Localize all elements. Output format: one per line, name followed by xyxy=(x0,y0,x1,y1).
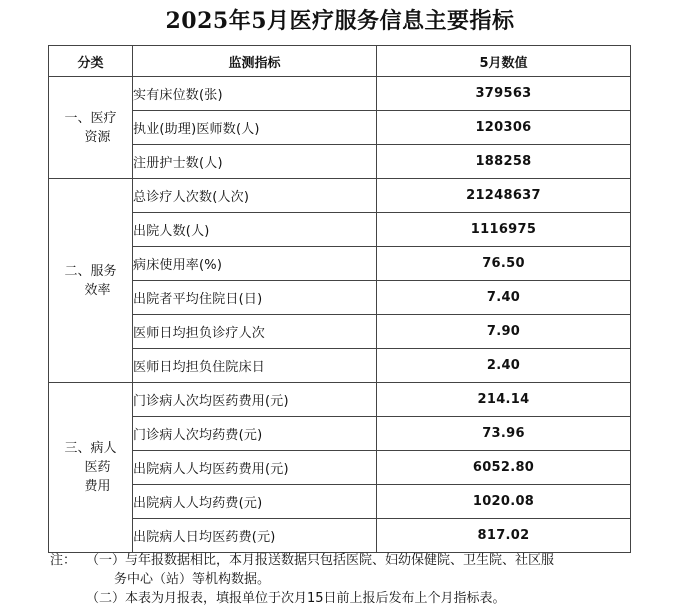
table-row xyxy=(49,281,631,315)
indicator-table xyxy=(48,45,631,553)
table-row xyxy=(49,315,631,349)
table-row xyxy=(49,213,631,247)
indicator-value: 7.90 xyxy=(377,315,631,349)
category-cell-service-efficiency xyxy=(49,179,133,383)
table-row xyxy=(49,417,631,451)
indicator-value: 1020.08 xyxy=(377,485,631,519)
category-label: 资源 xyxy=(84,129,111,145)
category-label: 效率 xyxy=(84,282,111,298)
footnote-1-line-1: 注： （一）与年报数据相比，本月报送数据只包括医院、妇幼保健院、卫生院、社区服 xyxy=(50,553,555,568)
footnote-label: 注： xyxy=(50,553,77,568)
indicator-name: 实有床位数(张) xyxy=(133,77,377,111)
footnotes xyxy=(50,551,630,608)
indicator-value: 76.50 xyxy=(377,247,631,281)
indicator-name: 出院者平均住院日(日) xyxy=(133,281,377,315)
indicator-value: 2.40 xyxy=(377,349,631,383)
table-row xyxy=(49,77,631,111)
indicator-value: 214.14 xyxy=(377,383,631,417)
footnote-1-line-2: 务中心（站）等机构数据。 xyxy=(114,572,271,587)
table-row xyxy=(49,383,631,417)
indicator-value: 1116975 xyxy=(377,213,631,247)
category-cell-patient-costs xyxy=(49,383,133,553)
indicator-name: 门诊病人次均医药费用(元) xyxy=(133,383,377,417)
indicator-value: 6052.80 xyxy=(377,451,631,485)
category-label: 三、病人 xyxy=(64,441,117,456)
indicator-name: 出院病人人均医药费用(元) xyxy=(133,451,377,485)
header-category: 分类 xyxy=(49,46,133,77)
indicator-name: 医师日均担负住院床日 xyxy=(133,349,377,383)
indicator-value: 73.96 xyxy=(377,417,631,451)
table-header-row xyxy=(49,46,631,77)
table-row xyxy=(49,247,631,281)
indicator-name: 医师日均担负诊疗人次 xyxy=(133,315,377,349)
category-label: 二、服务 xyxy=(64,263,117,279)
table-row xyxy=(49,145,631,179)
category-label: 费用 xyxy=(84,479,111,494)
indicator-name: 执业(助理)医师数(人) xyxy=(133,111,377,145)
indicator-value: 817.02 xyxy=(377,519,631,553)
category-label: 一、医疗 xyxy=(64,110,117,126)
table-row xyxy=(49,519,631,553)
header-indicator: 监测指标 xyxy=(133,46,377,77)
footnote-2: （二）本表为月报表，填报单位于次月15日前上报后发布上个月指标表。 xyxy=(86,591,506,606)
table-row xyxy=(49,485,631,519)
table-row xyxy=(49,451,631,485)
indicator-value: 188258 xyxy=(377,145,631,179)
indicator-value: 7.40 xyxy=(377,281,631,315)
indicator-value: 21248637 xyxy=(377,179,631,213)
indicator-name: 出院病人日均医药费(元) xyxy=(133,519,377,553)
indicator-name: 出院病人人均药费(元) xyxy=(133,485,377,519)
indicator-name: 出院人数(人) xyxy=(133,213,377,247)
indicator-name: 总诊疗人次数(人次) xyxy=(133,179,377,213)
indicator-value: 120306 xyxy=(377,111,631,145)
table-row xyxy=(49,111,631,145)
indicator-name: 注册护士数(人) xyxy=(133,145,377,179)
indicator-name: 门诊病人次均药费(元) xyxy=(133,417,377,451)
header-value: 5月数值 xyxy=(377,46,631,77)
page-title: 2025年5月医疗服务信息主要指标 xyxy=(165,8,515,34)
category-label: 医药 xyxy=(84,460,111,475)
table-row xyxy=(49,349,631,383)
table-row xyxy=(49,179,631,213)
indicator-name: 病床使用率(%) xyxy=(133,247,377,281)
category-cell-medical-resources xyxy=(49,77,133,179)
indicator-value: 379563 xyxy=(377,77,631,111)
